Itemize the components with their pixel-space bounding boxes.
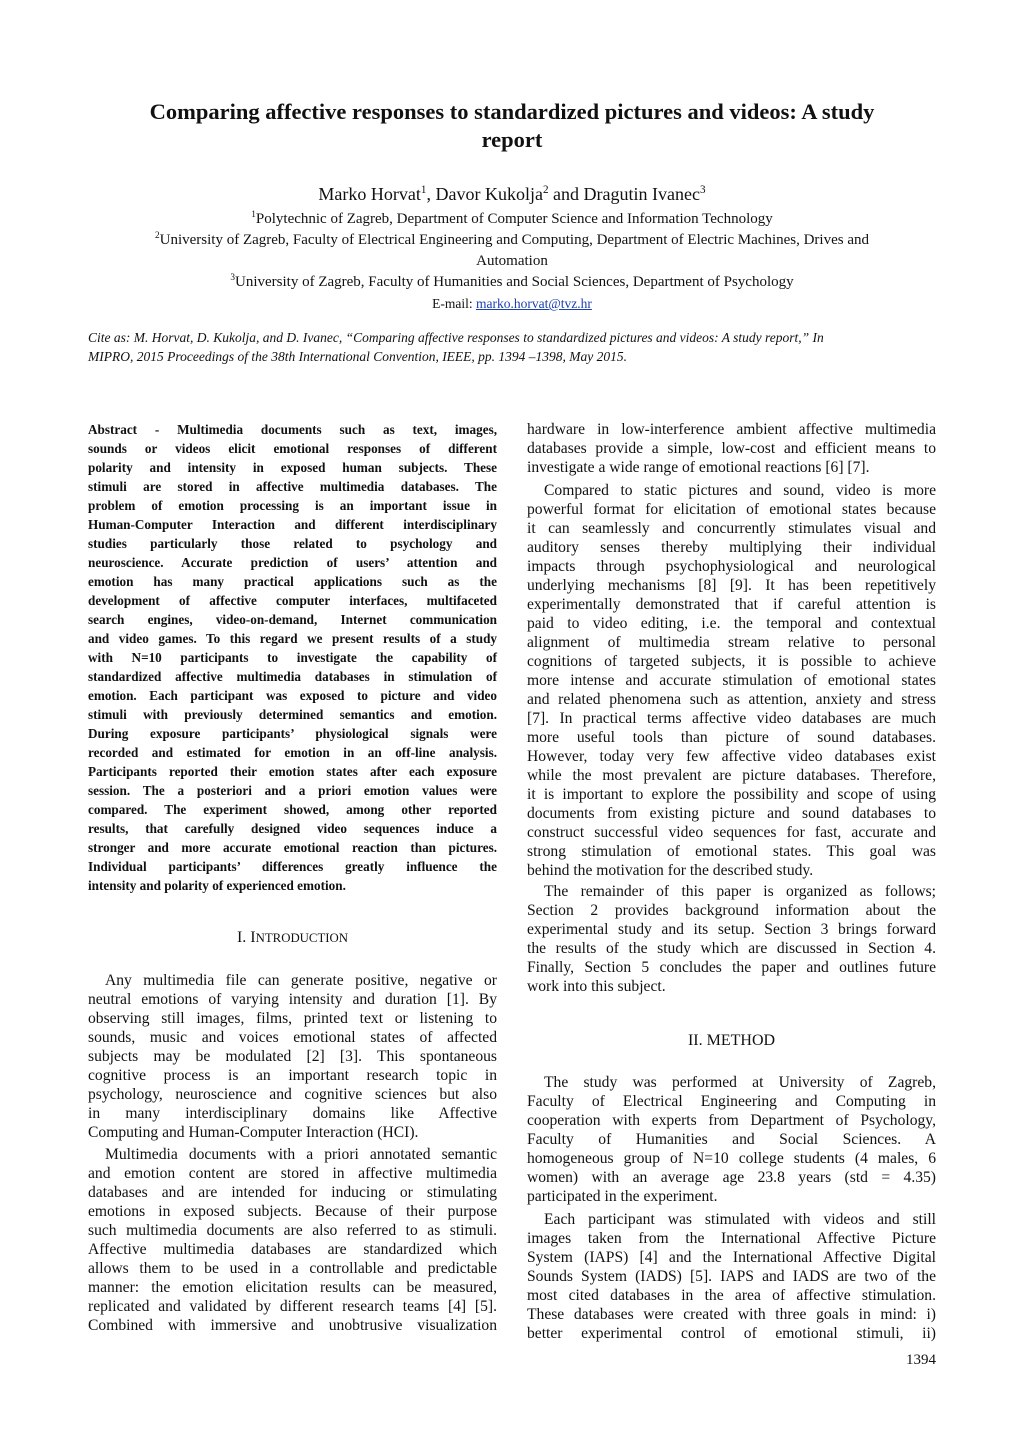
affiliation <box>88 272 936 293</box>
body-paragraph <box>527 481 936 880</box>
paper-title <box>88 98 936 154</box>
body-paragraph <box>527 420 936 477</box>
text-line: During exposure participants’ physiological signals were <box>88 726 497 741</box>
text-line: such multimedia documents are also referred to as stimuli. <box>88 1222 497 1239</box>
text-line: polarity and intensity in exposed human subjects. These <box>88 460 497 475</box>
text-line: women) with an average age 23.8 years (std = 4.35) <box>527 1169 936 1186</box>
text-line: hardware in low-interference ambient affective multimedia <box>527 421 936 438</box>
text-line: powerful format for elicitation of emotional states because <box>527 501 936 518</box>
text-line: and related phenomena such as attention, anxiety and stress <box>527 691 936 708</box>
affiliation-text: Polytechnic of Zagreb, Department of Computer Science and Information Technology <box>255 211 773 227</box>
text-line: The remainder of this paper is organized as follows; <box>544 883 936 900</box>
text-line: underlying mechanisms [8] [9]. It has been repetitively <box>527 577 936 594</box>
text-line: search engines, video-on-demand, Internet communication <box>88 612 497 627</box>
text-line: alignment of multimedia stream relative to personal <box>527 634 936 651</box>
text-line: Participants reported their emotion states after each exposure <box>88 764 497 779</box>
text-line: Computing and Human-Computer Interaction (HCI). <box>88 1124 419 1141</box>
text-line: The study was performed at University of Zagreb, <box>544 1074 936 1091</box>
text-line: session. The a posteriori and a priori emotion values were <box>88 783 497 798</box>
text-line: replicated and validated by different research teams [4] [5]. <box>88 1298 497 1315</box>
text-line: Faculty of Humanities and Social Sciences. A <box>527 1131 936 1148</box>
introduction-paragraph <box>88 1145 497 1335</box>
text-line: Affective multimedia databases are standardized which <box>88 1241 497 1258</box>
text-line: psychology, neuroscience and cognitive sciences but also <box>88 1086 497 1103</box>
text-line: experimentally demonstrated that if careful attention is <box>527 596 936 613</box>
text-line: behind the motivation for the described study. <box>527 862 814 879</box>
text-line: Sounds System (IADS) [5]. IAPS and IADS are two of the <box>527 1268 936 1285</box>
text-line: Each participant was stimulated with videos and still <box>544 1211 936 1228</box>
method-paragraph <box>527 1073 936 1206</box>
text-line: it can seamlessly and concurrently stimulates visual and <box>527 520 936 537</box>
text-line: most cited databases in the area of affective stimulation. <box>527 1287 936 1304</box>
text-line: cooperation with experts from Department of Psychology, <box>527 1112 936 1129</box>
text-line: manner: the emotion elicitation results can be measured, <box>88 1279 497 1296</box>
text-line: These databases were created with three goals in mind: i) <box>527 1306 936 1323</box>
text-line: documents from existing picture and sound databases to <box>527 805 936 822</box>
text-line: Human-Computer Interaction and different interdisciplinary <box>88 517 497 532</box>
text-line: standardized affective multimedia databases in stimulation of <box>88 669 497 684</box>
affiliation-marker: 2 <box>542 184 549 196</box>
text-line: problem of emotion processing is an important issue in <box>88 498 497 513</box>
affiliation-marker: 3 <box>230 273 236 283</box>
text-line: Individual participants’ differences greatly influence the <box>88 859 497 874</box>
author-name: Marko Horvat <box>318 184 421 204</box>
text-line: the results of the study which are discussed in Section 4. <box>527 940 936 957</box>
text-line: stimuli with previously determined semantics and emotion. <box>88 707 497 722</box>
introduction-paragraph <box>88 971 497 1142</box>
text-line: paid to video editing, i.e. the temporal and contextual <box>527 615 936 632</box>
text-line: Faculty of Electrical Engineering and Computing in <box>527 1093 936 1110</box>
text-line: with N=10 participants to investigate the capability of <box>88 650 497 665</box>
text-line: Finally, Section 5 concludes the paper and outlines future <box>527 959 936 976</box>
text-line: recorded and estimated for emotion in an off-line analysis. <box>88 745 497 760</box>
text-line: and emotion content are stored in affective multimedia <box>88 1165 497 1182</box>
affiliation-marker: 2 <box>154 231 160 241</box>
abstract <box>88 420 497 895</box>
text-line: cognitions of targeted subjects, it is possible to achieve <box>527 653 936 670</box>
email-label: E-mail: <box>432 296 476 311</box>
text-line: stimuli are stored in affective multimedia databases. The <box>88 479 497 494</box>
method-paragraph <box>527 1210 936 1343</box>
text-line: Multimedia documents with a priori annotated semantic <box>105 1146 497 1163</box>
text-line: investigate a wide range of emotional reactions [6] [7]. <box>527 459 870 476</box>
text-line: stronger and more accurate emotional reaction than pictures. <box>88 840 497 855</box>
text-line: [7]. In practical terms affective video databases are much <box>527 710 936 727</box>
text-line: in many interdisciplinary domains like Affective <box>88 1105 497 1122</box>
text-line: development of affective computer interfaces, multifaceted <box>88 593 497 608</box>
contact-email <box>88 293 936 314</box>
text-line: Any multimedia file can generate positive, negative or <box>105 972 497 989</box>
text-line: databases and are intended for inducing or stimulating <box>88 1184 497 1201</box>
text-line: while the most prevalent are picture databases. Therefore, <box>527 767 936 784</box>
text-line: System (IAPS) [4] and the International Affective Digital <box>527 1249 936 1266</box>
text-line: emotion. Each participant was exposed to picture and video <box>88 688 497 703</box>
section-heading-method: II. METHOD <box>687 1032 776 1049</box>
section-number: I. <box>236 929 251 946</box>
affiliation <box>88 209 936 230</box>
affiliation-marker: 1 <box>420 184 427 196</box>
author-name: , Davor Kukolja <box>426 184 543 204</box>
text-line: studies particularly those related to psychology and <box>88 536 497 551</box>
section-title-initial: I <box>250 929 256 946</box>
text-line: strong stimulation of emotional states. This goal was <box>527 843 936 860</box>
title-line: Comparing affective responses to standardized pictures and videos: A study <box>149 99 875 124</box>
affiliation-marker: 1 <box>251 210 256 220</box>
text-line: more useful tools than picture of sound databases. <box>527 729 936 746</box>
affiliation <box>88 230 936 251</box>
text-line: and video games. To this regard we present results of a study <box>88 631 497 646</box>
text-line: databases provide a simple, low-cost and efficient means to <box>527 440 936 457</box>
affiliation-text: Automation <box>476 253 548 269</box>
text-line: However, today very few affective video databases exist <box>527 748 936 765</box>
text-line: images taken from the International Affective Picture <box>527 1230 936 1247</box>
text-line: results, that carefully designed video sequences induce a <box>88 821 497 836</box>
page-number: 1394 <box>906 1352 936 1368</box>
text-line: emotion has many practical applications such as the <box>88 574 497 589</box>
citation-line: MIPRO, 2015 Proceedings of the 38th International Convention, IEEE, pp. 1394 –1398, May 2015. <box>88 349 628 364</box>
text-line: intensity and polarity of experienced emotion. <box>88 878 346 893</box>
text-line: work into this subject. <box>527 978 666 995</box>
text-line: better experimental control of emotional stimuli, ii) <box>527 1325 936 1342</box>
text-line: more intense and accurate stimulation of emotional states <box>527 672 936 689</box>
section-title-rest: NTRODUCTION <box>255 931 349 945</box>
section-heading-introduction <box>88 928 497 948</box>
citation <box>88 328 936 366</box>
text-line: impacts through psychophysiological and neurological <box>527 558 936 575</box>
text-line: Compared to static pictures and sound, video is more <box>544 482 936 499</box>
text-line: Combined with immersive and unobtrusive visualization <box>88 1317 497 1334</box>
author-list <box>88 182 936 206</box>
affiliation-text: University of Zagreb, Faculty of Humanities and Social Sciences, Department of Psychology <box>235 274 794 290</box>
text-line: Abstract - Multimedia documents such as text, images, <box>88 422 497 437</box>
title-line: report <box>481 127 543 152</box>
affiliation-text: University of Zagreb, Faculty of Electrical Engineering and Computing, Department of Electric Machines, Drives and <box>159 232 869 248</box>
text-line: allows them to be used in a controllable and predictable <box>88 1260 497 1277</box>
text-line: it is important to explore the possibility and scope of using <box>527 786 936 803</box>
author-name: and Dragutin Ivanec <box>548 184 700 204</box>
text-line: Section 2 provides background information about the <box>527 902 936 919</box>
text-line: compared. The experiment showed, among other reported <box>88 802 497 817</box>
citation-line: Cite as: M. Horvat, D. Kukolja, and D. Ivanec, “Comparing affective responses to standardized pictures and videos: A study report,” In <box>88 330 824 345</box>
text-line: construct successful video sequences for fast, accurate and <box>527 824 936 841</box>
body-paragraph <box>527 882 936 996</box>
text-line: emotions in exposed subjects. Because of their purpose <box>88 1203 497 1220</box>
text-line: subjects may be modulated [2] [3]. This spontaneous <box>88 1048 497 1065</box>
text-line: observing still images, films, printed text or listening to <box>88 1010 497 1027</box>
text-line: neuroscience. Accurate prediction of users’ attention and <box>88 555 497 570</box>
affiliation <box>88 251 936 272</box>
affiliation-marker: 3 <box>699 184 706 196</box>
affiliations <box>88 209 936 314</box>
text-line: sounds, music and voices emotional states of affected <box>88 1029 497 1046</box>
text-line: cognitive process is an important research topic in <box>88 1067 497 1084</box>
email-link[interactable]: marko.horvat@tvz.hr <box>475 296 592 311</box>
text-line: homogeneous group of N=10 college students (4 males, 6 <box>527 1150 936 1167</box>
text-line: sounds or videos elicit emotional responses of different <box>88 441 497 456</box>
text-line: experimental study and its setup. Section 3 brings forward <box>527 921 936 938</box>
text-line: auditory senses thereby multiplying their individual <box>527 539 936 556</box>
text-line: neutral emotions of varying intensity and duration [1]. By <box>88 991 497 1008</box>
text-line: participated in the experiment. <box>527 1188 718 1205</box>
